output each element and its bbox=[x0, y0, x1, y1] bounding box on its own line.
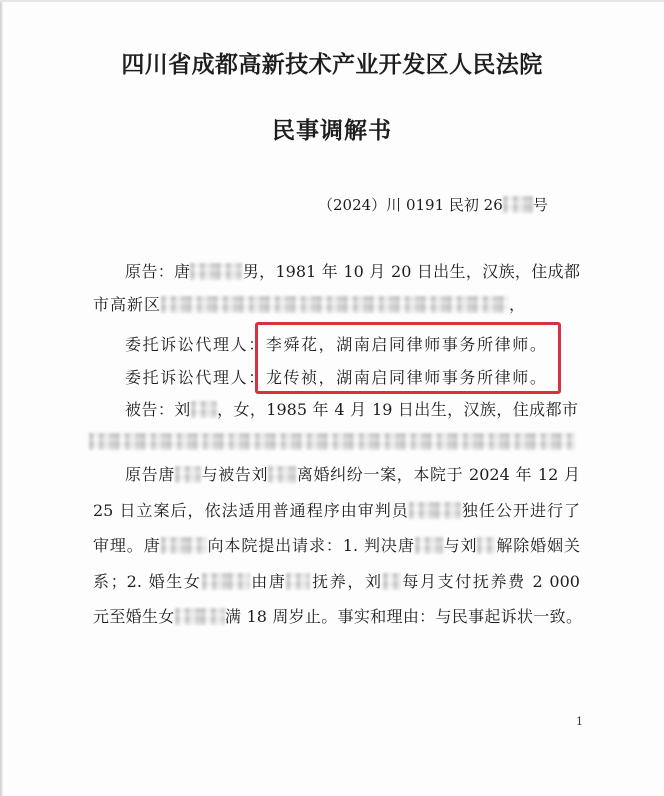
redaction-block bbox=[89, 433, 575, 450]
defendant-label: 被告：刘 bbox=[125, 400, 191, 419]
facts-text: 元至婚生女 bbox=[93, 607, 175, 626]
facts-line-1 bbox=[125, 464, 580, 486]
plaintiff-address-end: ， bbox=[509, 295, 527, 314]
agent-label: 委托诉讼代理人： bbox=[125, 368, 266, 387]
defendant-address-line bbox=[89, 431, 579, 453]
facts-line-5 bbox=[93, 606, 582, 628]
agent-label: 委托诉讼代理人： bbox=[125, 335, 266, 354]
facts-line-2 bbox=[93, 500, 580, 522]
facts-text: 解除婚姻关 bbox=[495, 536, 580, 555]
redaction-block bbox=[268, 466, 296, 483]
case-number bbox=[318, 194, 548, 216]
redaction-block bbox=[477, 537, 495, 554]
plaintiff-label: 原告：唐 bbox=[125, 262, 191, 281]
defendant-line bbox=[125, 399, 578, 421]
page-edge-top bbox=[0, 0, 664, 2]
plaintiff-address-start: 市高新区 bbox=[93, 295, 162, 314]
facts-text: 每月支付抚养费 2 000 bbox=[400, 572, 580, 591]
redaction-block bbox=[161, 537, 207, 554]
facts-line-4 bbox=[93, 571, 580, 593]
page-number: 1 bbox=[576, 715, 583, 728]
agent-line-1 bbox=[125, 334, 547, 356]
agent-name-firm: 李舜花，湖南启同律师事务所律师。 bbox=[265, 335, 548, 354]
plaintiff-address-line bbox=[93, 294, 526, 316]
document-type-title: 民事调解书 bbox=[272, 117, 392, 144]
facts-text: 向本院提出请求：1. 判决唐 bbox=[206, 536, 415, 555]
redaction-block bbox=[286, 573, 310, 590]
court-name-title: 四川省成都高新技术产业开发区人民法院 bbox=[121, 51, 543, 78]
facts-text: 与刘 bbox=[442, 536, 478, 555]
facts-text: 25 日立案后，依法适用普通程序由审判员 bbox=[93, 501, 409, 520]
redaction-block bbox=[202, 573, 250, 590]
facts-text: 离婚纠纷一案，本院于 2024 年 12 月 bbox=[296, 465, 580, 484]
redaction-block bbox=[503, 196, 533, 213]
facts-text: 审理。唐 bbox=[93, 536, 161, 555]
redaction-block bbox=[161, 296, 509, 313]
facts-line-3 bbox=[93, 535, 580, 557]
facts-text: 由唐 bbox=[249, 572, 287, 591]
agent-name-firm: 龙传祯，湖南启同律师事务所律师。 bbox=[265, 368, 548, 387]
plaintiff-details: 男，1981 年 10 月 20 日出生，汉族，住成都 bbox=[242, 262, 580, 281]
redaction-block bbox=[175, 608, 225, 625]
facts-text: 原告唐 bbox=[125, 465, 175, 484]
facts-text: 系；2. 婚生女 bbox=[93, 572, 202, 591]
facts-text: 满 18 周岁止。事实和理由：与民事起诉状一致。 bbox=[224, 607, 582, 626]
agent-line-2 bbox=[125, 367, 547, 389]
plaintiff-line bbox=[125, 261, 580, 283]
case-number-suffix: 号 bbox=[532, 196, 548, 214]
redaction-block bbox=[409, 502, 461, 519]
case-number-prefix: （2024）川 0191 民初 26 bbox=[318, 196, 503, 214]
facts-text: 抚养，刘 bbox=[310, 572, 383, 591]
redaction-block bbox=[383, 573, 401, 590]
defendant-details: ，女，1985 年 4 月 19 日出生，汉族，住成都市 bbox=[216, 400, 578, 419]
facts-text: 独任公开进行了 bbox=[460, 501, 580, 520]
redaction-block bbox=[415, 537, 443, 554]
facts-text: 与被告刘 bbox=[200, 465, 269, 484]
redaction-block bbox=[191, 401, 217, 418]
redaction-block bbox=[175, 466, 201, 483]
redaction-block bbox=[190, 263, 242, 280]
